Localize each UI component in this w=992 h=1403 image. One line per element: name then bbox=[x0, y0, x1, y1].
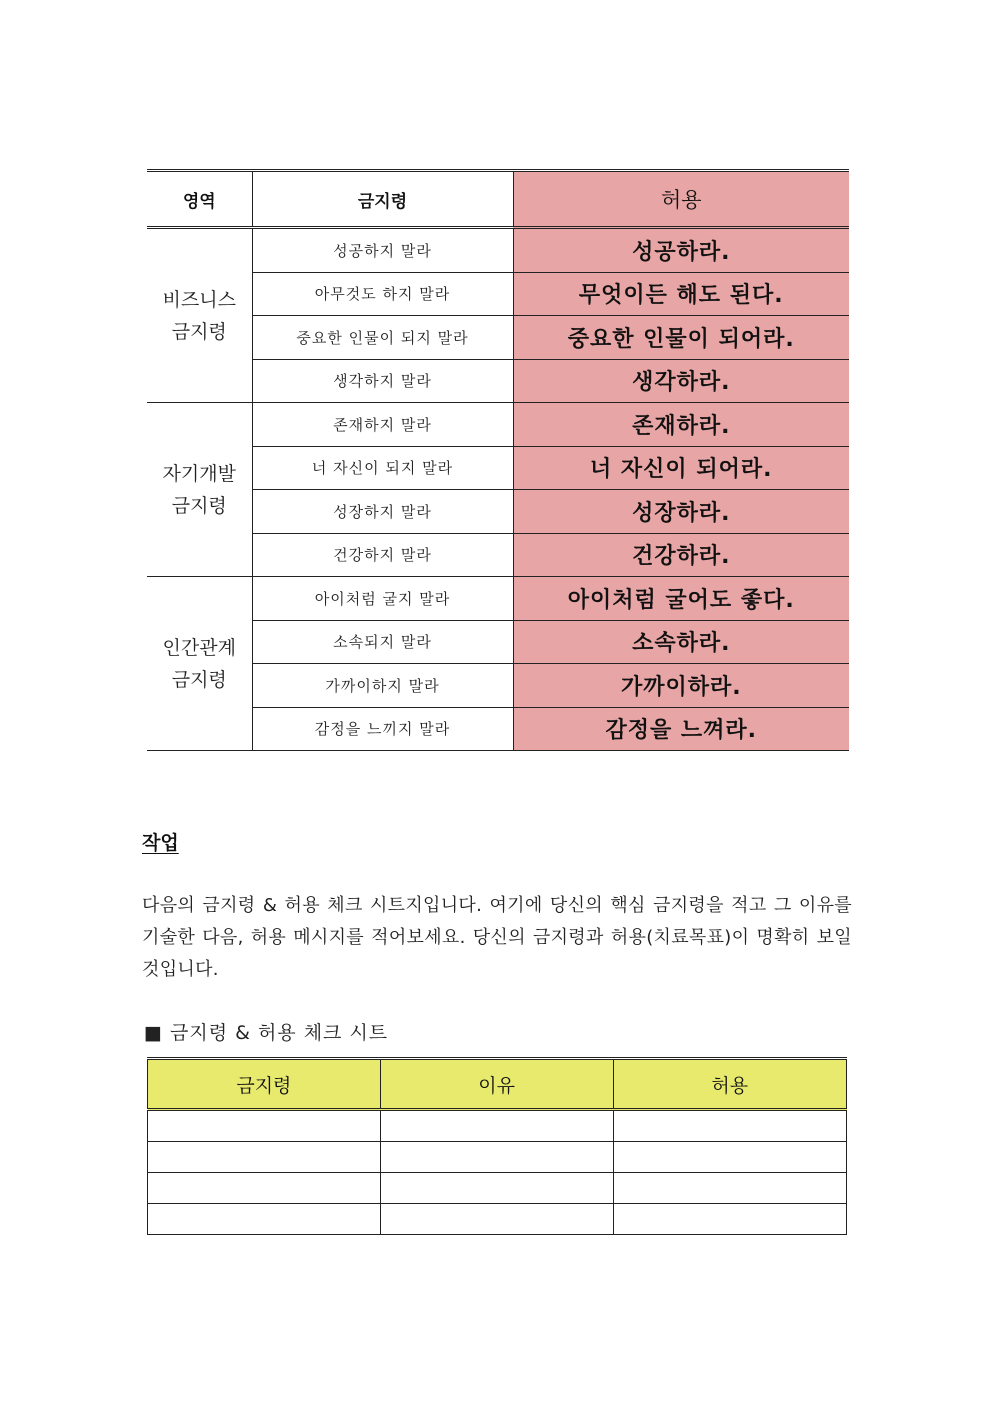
allow-cell: 건강하라. bbox=[513, 533, 849, 577]
sheet-row bbox=[148, 1173, 847, 1204]
allow-cell: 아이처럼 굴어도 좋다. bbox=[513, 577, 849, 621]
allow-cell: 성장하라. bbox=[513, 490, 849, 534]
table-row bbox=[147, 490, 849, 534]
sheet-cell-allow[interactable] bbox=[613, 1204, 846, 1235]
ban-cell: 생각하지 말라 bbox=[252, 359, 513, 403]
sheet-row bbox=[148, 1142, 847, 1173]
area-label-line2: 금지령 bbox=[171, 668, 227, 691]
area-label-line1: 비즈니스 bbox=[162, 288, 236, 311]
ban-cell: 건강하지 말라 bbox=[252, 533, 513, 577]
allow-cell: 무엇이든 해도 된다. bbox=[513, 272, 849, 316]
sheet-header-ban: 금지령 bbox=[148, 1059, 381, 1110]
allow-cell: 성공하라. bbox=[513, 228, 849, 273]
sheet-row bbox=[148, 1204, 847, 1235]
area-self-development bbox=[147, 403, 252, 577]
header-area: 영역 bbox=[147, 171, 252, 228]
table-row bbox=[147, 707, 849, 751]
area-label-line2: 금지령 bbox=[171, 320, 227, 343]
sheet-cell-ban[interactable] bbox=[148, 1110, 381, 1142]
sheet-cell-ban[interactable] bbox=[148, 1173, 381, 1204]
area-label-line1: 자기개발 bbox=[162, 462, 236, 485]
table-row bbox=[147, 403, 849, 447]
sheet-row bbox=[148, 1110, 847, 1142]
table-row bbox=[147, 359, 849, 403]
ban-cell: 성장하지 말라 bbox=[252, 490, 513, 534]
sheet-header-reason: 이유 bbox=[380, 1059, 613, 1110]
ban-cell: 아무것도 하지 말라 bbox=[252, 272, 513, 316]
table-row bbox=[147, 533, 849, 577]
sheet-cell-ban[interactable] bbox=[148, 1142, 381, 1173]
table-row bbox=[147, 664, 849, 708]
sheet-cell-reason[interactable] bbox=[380, 1173, 613, 1204]
ban-cell: 중요한 인물이 되지 말라 bbox=[252, 316, 513, 360]
sheet-title: ■ 금지령 & 허용 체크 시트 bbox=[144, 1022, 389, 1044]
allow-cell: 가까이하라. bbox=[513, 664, 849, 708]
ban-cell: 너 자신이 되지 말라 bbox=[252, 446, 513, 490]
ban-cell: 가까이하지 말라 bbox=[252, 664, 513, 708]
check-sheet-table bbox=[147, 1057, 847, 1235]
area-business bbox=[147, 228, 252, 403]
allow-cell: 중요한 인물이 되어라. bbox=[513, 316, 849, 360]
sheet-cell-reason[interactable] bbox=[380, 1204, 613, 1235]
ban-cell: 감정을 느끼지 말라 bbox=[252, 707, 513, 751]
table-row bbox=[147, 577, 849, 621]
table-row bbox=[147, 316, 849, 360]
sheet-cell-allow[interactable] bbox=[613, 1173, 846, 1204]
allow-cell: 너 자신이 되어라. bbox=[513, 446, 849, 490]
table-row bbox=[147, 228, 849, 273]
sheet-header-allow: 허용 bbox=[613, 1059, 846, 1110]
allow-cell: 존재하라. bbox=[513, 403, 849, 447]
table-header-row bbox=[147, 171, 849, 228]
table-row bbox=[147, 620, 849, 664]
ban-cell: 성공하지 말라 bbox=[252, 228, 513, 273]
allow-cell: 생각하라. bbox=[513, 359, 849, 403]
table-row bbox=[147, 446, 849, 490]
sheet-cell-reason[interactable] bbox=[380, 1110, 613, 1142]
sheet-cell-allow[interactable] bbox=[613, 1110, 846, 1142]
task-paragraph: 다음의 금지령 & 허용 체크 시트지입니다. 여기에 당신의 핵심 금지령을 적고 그 이유를 기술한 다음, 허용 메시지를 적어보세요. 당신의 금지령과 허용(치료목표)이 명확히 보일 것입니다. bbox=[142, 895, 852, 980]
ban-cell: 존재하지 말라 bbox=[252, 403, 513, 447]
sheet-header-row bbox=[148, 1059, 847, 1110]
sheet-cell-ban[interactable] bbox=[148, 1204, 381, 1235]
allow-cell: 소속하라. bbox=[513, 620, 849, 664]
table-row bbox=[147, 272, 849, 316]
prohibition-table bbox=[147, 169, 849, 751]
sheet-cell-allow[interactable] bbox=[613, 1142, 846, 1173]
sheet-cell-reason[interactable] bbox=[380, 1142, 613, 1173]
ban-cell: 아이처럼 굴지 말라 bbox=[252, 577, 513, 621]
area-label-line1: 인간관계 bbox=[162, 636, 236, 659]
header-allow: 허용 bbox=[513, 171, 849, 228]
ban-cell: 소속되지 말라 bbox=[252, 620, 513, 664]
task-title: 작업 bbox=[142, 832, 179, 854]
header-ban: 금지령 bbox=[252, 171, 513, 228]
allow-cell: 감정을 느껴라. bbox=[513, 707, 849, 751]
area-relationships bbox=[147, 577, 252, 751]
area-label-line2: 금지령 bbox=[171, 494, 227, 517]
